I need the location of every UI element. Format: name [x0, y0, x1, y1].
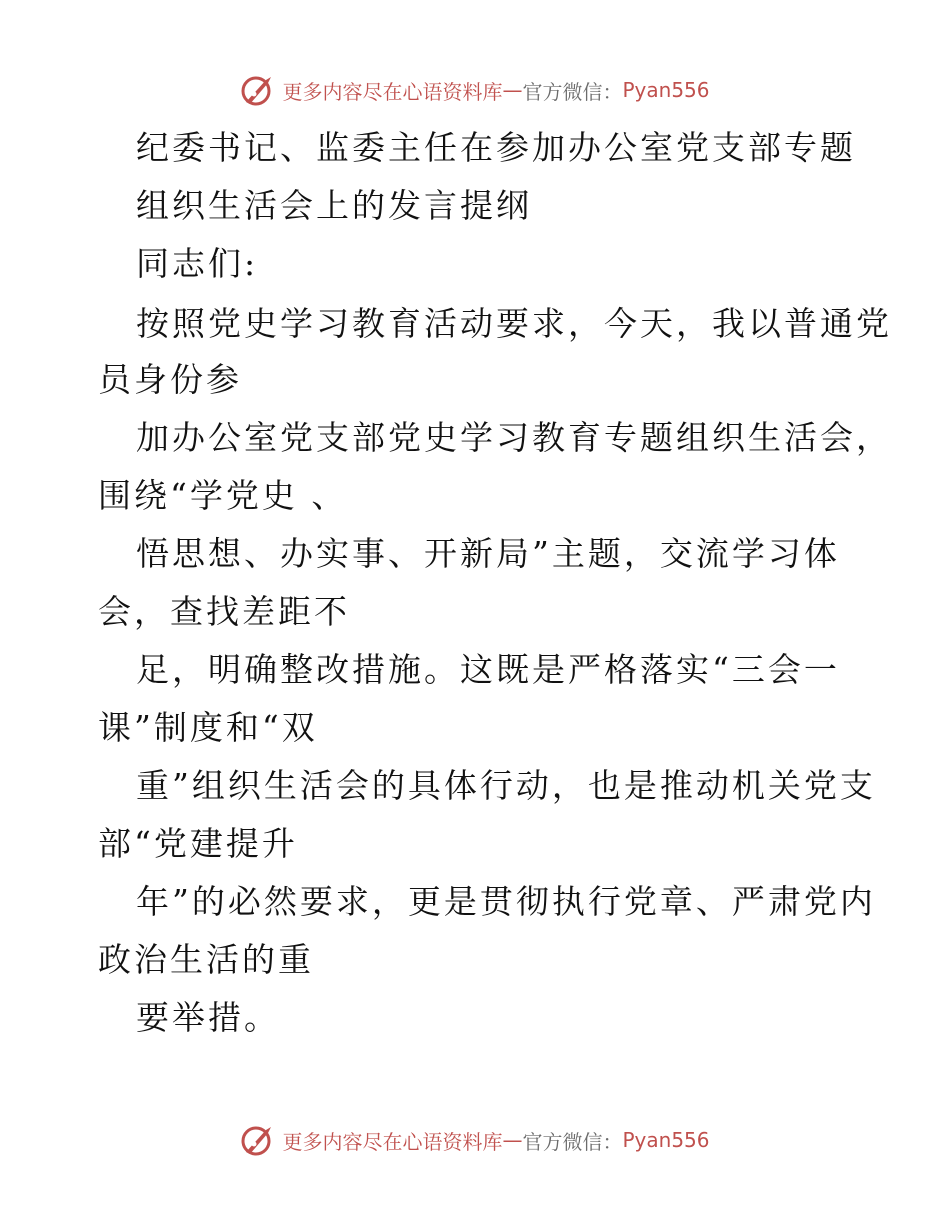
paragraph-line: 员身份参	[98, 360, 242, 399]
paragraph-line: 围绕“学党史 、	[98, 476, 348, 515]
banner-main-text: 更多内容尽在心语资料库	[282, 1129, 503, 1154]
paragraph-line: 加办公室党支部党史学习教育专题组织生活会，	[136, 418, 892, 457]
paragraph-line: 年”的必然要求，更是贯彻执行党章、严肃党内	[136, 882, 876, 921]
header-banner	[0, 70, 950, 110]
paragraph-line: 部“党建提升	[98, 824, 298, 863]
paragraph-line: 会，查找差距不	[98, 592, 350, 631]
banner-main-text: 更多内容尽在心语资料库	[282, 79, 503, 104]
paragraph-line: 按照党史学习教育活动要求，今天，我以普通党	[136, 304, 892, 343]
title-line-2: 组织生活会上的发言提纲	[136, 186, 532, 225]
footer-banner	[0, 1120, 950, 1160]
paragraph-line: 足，明确整改措施。这既是严格落实“三会一	[136, 650, 840, 689]
paragraph-line: 悟思想、办实事、开新局”主题，交流学习体	[136, 534, 840, 573]
paragraph-line: 课”制度和“双	[98, 708, 318, 747]
banner-wechat-id: Pyan556	[622, 1128, 710, 1152]
banner-wechat-id: Pyan556	[622, 78, 710, 102]
banner-separator: —	[502, 1128, 523, 1152]
paragraph-line: 重”组织生活会的具体行动，也是推动机关党支	[136, 766, 876, 805]
paragraph-line: 政治生活的重	[98, 940, 314, 979]
banner-wechat-label: 官方微信：	[522, 1129, 623, 1154]
banner-wechat-label: 官方微信：	[522, 79, 623, 104]
pen-nib-logo-icon	[240, 72, 276, 108]
paragraph-line: 要举措。	[136, 998, 280, 1037]
pen-nib-logo-icon	[240, 1122, 276, 1158]
title-line-1: 纪委书记、监委主任在参加办公室党支部专题	[136, 128, 856, 167]
salutation: 同志们:	[136, 244, 259, 283]
banner-separator: —	[502, 78, 523, 102]
